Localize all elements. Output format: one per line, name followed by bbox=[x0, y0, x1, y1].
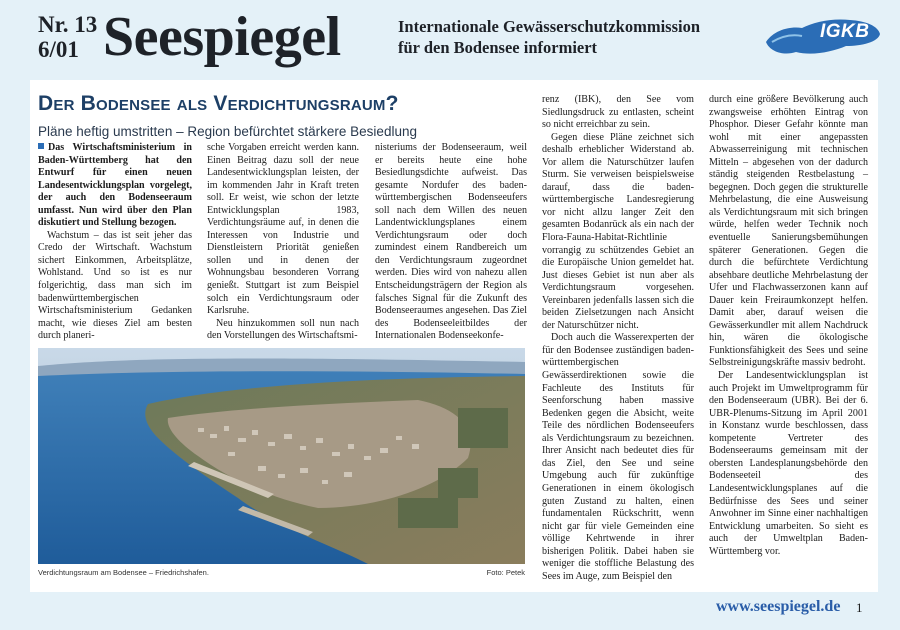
photo-caption bbox=[38, 568, 525, 577]
masthead bbox=[0, 0, 900, 78]
magazine-subtitle bbox=[398, 16, 700, 58]
paragraph: Der Landesentwicklungsplan ist auch Projekt im Umweltprogramm für den Bodenseeraum (UBR). Bei der 6. UBR-Plenums-Sitzung im April 2001 in Konstanz wurde beschlossen, dass kompetente Vertreter des Bodenseeraums gemeinsam mit der obersten Landesplanungsbehörde den Bodenseeteil des Landesentwicklungsplanes auf die Bedürfnisse des Sees und seiner Anwohner im Sinne einer nachhaltigen Entwicklung umarbeiten. So sieht es auch der Umweltplan Baden-Württemberg vor. bbox=[709, 370, 868, 557]
article-headline: Der Bodensee als Verdichtungsraum? bbox=[38, 92, 399, 115]
magazine-title: Seespiegel bbox=[103, 6, 341, 68]
lead-paragraph: Das Wirtschaftsministerium in Baden-Württemberg hat den Entwurf für einen neuen Landesentwicklungsplan vorgelegt, der auch den Bodenseeraum umfasst. Nun wird über den Plan diskutiert und Stellung bezogen. bbox=[38, 142, 192, 229]
paragraph: Neu hinzukommen soll nun nach den Vorstellungen des Wirtschaftsmi- bbox=[207, 317, 359, 342]
issue-date: 6/01 bbox=[38, 37, 79, 62]
article-subheadline: Pläne heftig umstritten – Region befürchtet stärkere Besiedlung bbox=[38, 124, 417, 139]
issue-info bbox=[38, 12, 97, 62]
issue-number: Nr. 13 bbox=[38, 12, 98, 37]
paragraph: Doch auch die Wasserexperten der für den Bodensee zuständigen baden-württembergischen Gewässerdirektionen sowie die Fachleute des Instituts für Seenforschung haben massive Bedenken gegen die Absicht, weite Teile des nördlichen Bodenseeufers als Verdichtungsraum zu bezeichnen. Ihrer Ansicht nach bedeutet dies für das Ziel, den See und seine Umgebung auch für zukünftige Generationen in einem ökologisch guten Zustand zu halten, einen fundamentalen Rückschritt, wenn nicht gar für viele Gemeinden eine völlige Kehrtwende in ihrer bisherigen Politik. Dabei haben sie weniger die stoffliche Belastung des Sees im Auge, zum Beispiel den bbox=[542, 332, 694, 582]
paragraph: nisteriums der Bodenseeraum, weil er bereits heute eine hohe Besiedlungsdichte aufweist. Das gesamte Nordufer des baden-württembergischen Bodenseeufers soll nach dem Willen des neuen Landentwicklungsplanes einem Verdichtungsraum oder doch zumindest einem Randbereich um den Verdichtungsraum zugeordnet werden. Dies wird von nahezu allen Entscheidungsträgern der Region als falsches Signal für die Zukunft des Bodenseeraumes angesehen. Das Ziel des Bodenseeleitbildes der Internationalen Bodenseekonfe- bbox=[375, 142, 527, 342]
subtitle-line-2: für den Bodensee informiert bbox=[398, 38, 598, 57]
text-column-3 bbox=[375, 142, 527, 343]
paragraph: durch eine größere Bevölkerung auch zwangsweise erhöhten Eintrag von Phosphor. Dieser Gefahr könnte man wohl mit einer angepassten Abwasserreinigung mit technischen Mitteln – abgesehen von der dadurch ständig steigenden Restbelastung – begegnen. Doch gegen die strukturelle Mehrbelastung, die eine Ausweisung als Verdichtungsraum mit sich bringen würde, helfen weder Technik noch eventuelle Sanierungsbemühungen späterer Generationen. Gegen die durch die befürchtete Verdichtung absehbare deutliche Mehrbelastung der Ufer und Flachwasserzonen kann auf Dauer kein Freiraumkonzept helfen. Damit aber, darauf weisen die Gewässerkundler mit allem Nachdruck hin, wären die ökologische Funktionsfähigkeit des Sees und seine Selbstreinigungskräfte massiv bedroht. bbox=[709, 94, 868, 369]
bullet-square-icon bbox=[38, 143, 44, 149]
aerial-photo bbox=[38, 348, 525, 564]
text-column-1 bbox=[38, 142, 192, 343]
paragraph: Gegen diese Pläne zeichnet sich deshalb erheblicher Widerstand ab. Vor allem die Naturschützer laufen Sturm. Sie verweisen beispielsweise darauf, dass die baden-württembergische Landesregierung vor nicht allzu langer Zeit den gesamten Bodanrück als ein nach der Flora-Fauna-Habitat-Richtlinie vorrangig zu schützendes Gebiet an die Europäische Union gemeldet hat. Just dieses Gebiet ist nun aber als Verdichtungsraum vorgesehen. Vereinbaren jedenfalls lassen sich die beiden Zielsetzungen nach Ansicht der Naturschützer nicht. bbox=[542, 131, 694, 331]
page-number: 1 bbox=[856, 600, 863, 615]
photo-credit: Foto: Petek bbox=[486, 568, 525, 577]
text-column-5 bbox=[709, 94, 868, 558]
website-url[interactable]: www.seespiegel.de bbox=[716, 598, 841, 615]
paragraph: renz (IBK), den See vom Siedlungsdruck zu entlasten, scheint so nicht erreichbar zu sein. bbox=[542, 94, 694, 131]
text-column-2 bbox=[207, 142, 359, 343]
subtitle-line-1: Internationale Gewässerschutzkommission bbox=[398, 17, 701, 36]
paragraph: sche Vorgaben erreicht werden kann. Einen Beitrag dazu soll der neue Landesentwicklungsplan leisten, der im kommenden Jahr in Kraft treten soll. Er weist, wie schon der letzte Entwicklungsplan 1983, Verdichtungsräume auf, in denen die Interessen von Industrie und Dienstleistern Priorität genießen sollen und in denen der Wohnungsbau besonderen Vorrang genießt. Stuttgart ist zum Beispiel solch ein Verdichtungsraum oder Karlsruhe. bbox=[207, 142, 359, 317]
paragraph: Wachstum – das ist seit jeher das Credo der Wirtschaft. Wachstum sichert Einkommen, Arbeitsplätze, Wohlstand. Und so ist es nur folgerichtig, dass man sich im badenwürttembergischen Wirtschaftsministerium Gedanken macht, wie dieses Ziel am besten durch planeri- bbox=[38, 229, 192, 342]
logo-text: IGKB bbox=[820, 21, 870, 42]
caption-text: Verdichtungsraum am Bodensee – Friedrichshafen. bbox=[38, 568, 209, 577]
article-page bbox=[30, 80, 878, 592]
text-column-4 bbox=[542, 94, 694, 583]
